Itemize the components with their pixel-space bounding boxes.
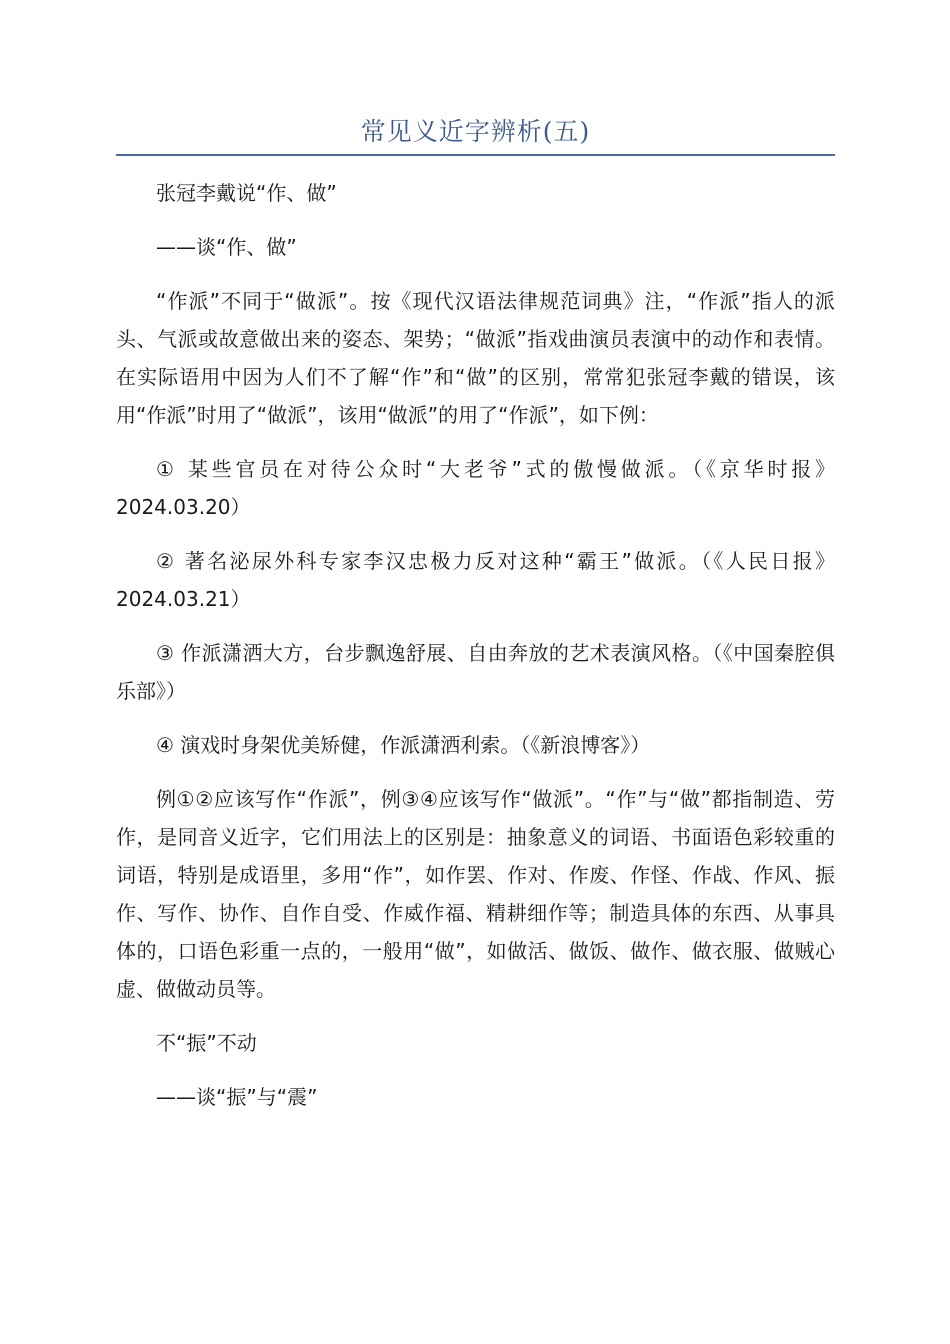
section-heading: 张冠李戴说“作、做” [156, 181, 337, 205]
example-1: ① 某些官员在对待公众时“大老爷”式的傲慢做派。（《京华时报》2024.03.20） [116, 457, 835, 519]
section-subheading: ——谈“作、做” [156, 235, 297, 259]
section-heading: 不“振”不动 [156, 1031, 257, 1055]
example-2: ② 著名泌尿外科专家李汉忠极力反对这种“霸王”做派。（《人民日报》2024.03.21） [116, 549, 835, 611]
page-title: 常见义近字辨析(五) [116, 112, 835, 156]
body-paragraph: 例①②应该写作“作派”，例③④应该写作“做派”。“作”与“做”都指制造、劳作，是同音义近字，它们用法上的区别是：抽象意义的词语、书面语色彩较重的词语，特别是成语里，多用“作”，如作罢、作对、作废、作怪、作战、作风、振作、写作、协作、自作自受、作威作福、精耕细作等；制造具体的东西、从事具体的，口语色彩重一点的，一般用“做”，如做活、做饭、做作、做衣服、做贼心虚、做做动员等。 [116, 787, 835, 1001]
section-subheading: ——谈“振”与“震” [156, 1085, 318, 1109]
example-3: ③ 作派潇洒大方，台步飘逸舒展、自由奔放的艺术表演风格。（《中国秦腔俱乐部》） [116, 641, 835, 703]
body-paragraph: “作派”不同于“做派”。按《现代汉语法律规范词典》注，“作派”指人的派头、气派或故意做出来的姿态、架势；“做派”指戏曲演员表演中的动作和表情。在实际语用中因为人们不了解“作”和“做”的区别，常常犯张冠李戴的错误，该用“作派”时用了“做派”，该用“做派”的用了“作派”，如下例： [116, 289, 835, 427]
example-4: ④ 演戏时身架优美矫健，作派潇洒利索。（《新浪博客》） [156, 733, 651, 757]
document-body [116, 174, 835, 1132]
